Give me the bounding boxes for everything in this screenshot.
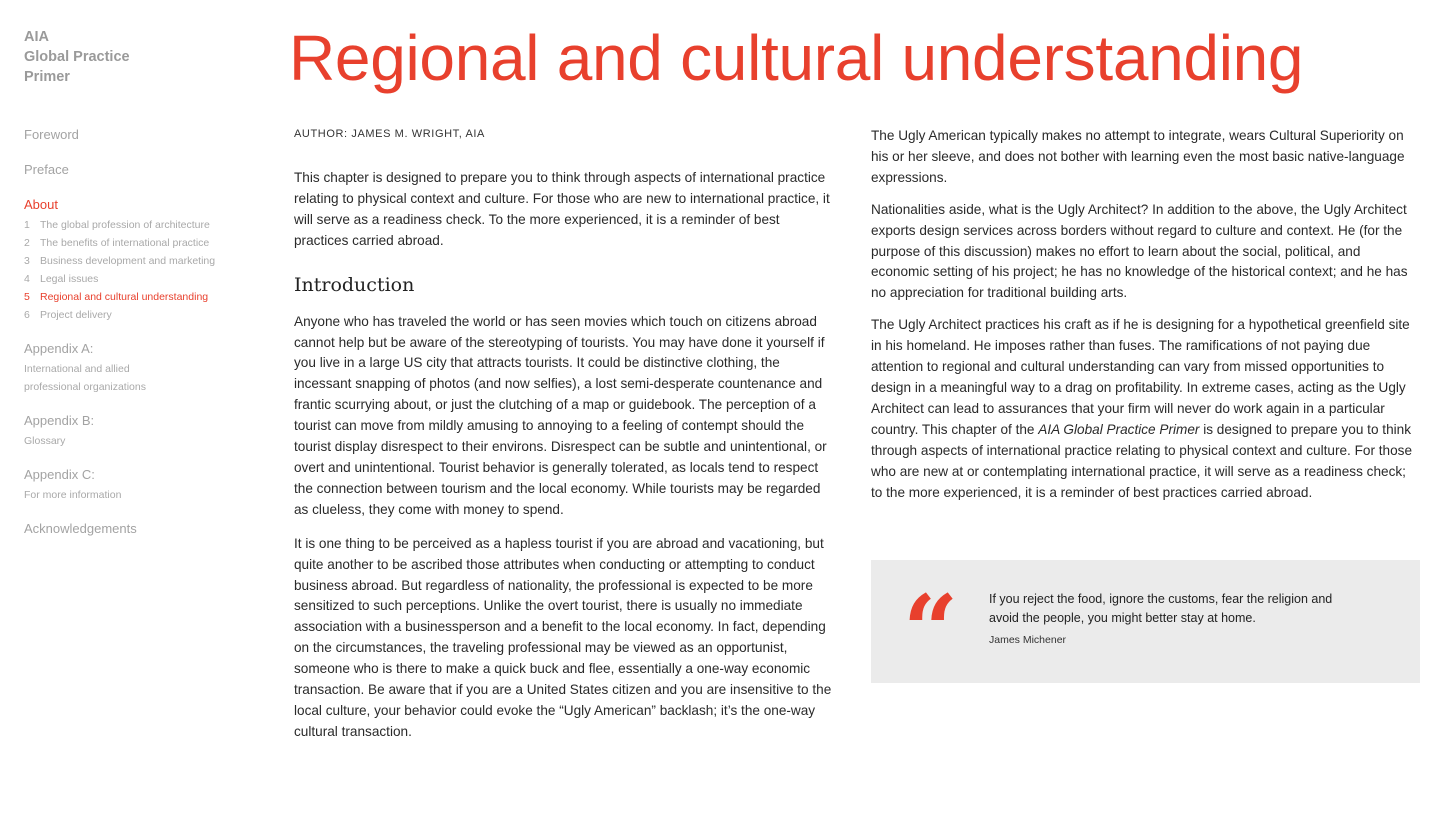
nav-foreword[interactable]: Foreword bbox=[24, 127, 79, 142]
nav-about-item-label: Regional and cultural understanding bbox=[40, 291, 209, 303]
section-heading: Introduction bbox=[294, 273, 415, 296]
nav-about-item-label: Project delivery bbox=[40, 309, 112, 321]
author-line: AUTHOR: JAMES M. WRIGHT, AIA bbox=[294, 128, 485, 140]
intro-paragraph: This chapter is designed to prepare you to think through aspects of international practice relating to physical context and culture. For those who are new to international practice, it will serve as a readiness check. To the more experienced, it is a reminder of best practices carried abroad. bbox=[294, 170, 830, 248]
nav-appendix-a[interactable]: Appendix A: bbox=[24, 341, 94, 356]
nav-appendix-b[interactable]: Appendix B: bbox=[24, 413, 95, 428]
nav-about-item-4[interactable]: 4 Legal issues bbox=[24, 273, 99, 285]
quote-text: If you reject the food, ignore the customs, fear the religion and avoid the people, you might better stay at home. bbox=[989, 592, 1333, 625]
quote-attribution: James Michener bbox=[989, 634, 1067, 646]
nav-acknowledgements[interactable]: Acknowledgements bbox=[24, 521, 137, 536]
content-column-left bbox=[294, 126, 834, 743]
nav-about-item-label: Business development and marketing bbox=[40, 255, 216, 267]
nav-about-item-2[interactable]: 2 The benefits of international practice bbox=[24, 237, 210, 249]
brand-line-3: Primer bbox=[24, 69, 70, 85]
nav-about-item-6[interactable]: 6 Project delivery bbox=[24, 309, 112, 321]
content-column-right bbox=[871, 126, 1416, 503]
brand-line-2: Global Practice bbox=[24, 49, 130, 65]
nav-appendix-b-sub[interactable]: Glossary bbox=[24, 435, 66, 447]
nav-about-item-5-current[interactable]: 5 Regional and cultural understanding bbox=[24, 291, 209, 303]
sidebar-nav bbox=[24, 126, 264, 538]
nav-about-item-1[interactable]: 1 The global profession of architecture bbox=[24, 219, 210, 231]
nav-about-item-label: Legal issues bbox=[40, 273, 99, 285]
body-paragraph-2: It is one thing to be perceived as a hapless tourist if you are abroad and vacationing, but quite another to be ascribed those attributes when conducting or attempting to conduct business abroad. But regardless of nationality, the professional is expected to be more sensitized to such perceptions. Unlike the overt tourist, there is usually no immediate association with a businessperson and a benefit to the local economy. In fact, depending on the circumstances, the traveling professional may be viewed as an opportunist, someone who is there to make a quick buck and flee, essentially a one-way economic transaction. Be aware that if you are a United States citizen and you are insensitive to the local culture, your behavior could evoke the “Ugly American” backlash; it’s the one-way cultural transaction. bbox=[294, 535, 832, 739]
nav-about-item-label: The benefits of international practice bbox=[40, 237, 210, 249]
nav-about[interactable]: About bbox=[24, 197, 58, 212]
quotation-mark-icon: “ bbox=[903, 574, 959, 687]
nav-appendix-a-sub-2[interactable]: professional organizations bbox=[24, 381, 146, 393]
nav-appendix-a-sub-1[interactable]: International and allied bbox=[24, 363, 130, 375]
body-paragraph-3: The Ugly American typically makes no attempt to integrate, wears Cultural Superiority on his or her sleeve, and does not bother with learning even the most basic native-language expressions. bbox=[871, 128, 1405, 185]
body-paragraph-1: Anyone who has traveled the world or has seen movies which touch on citizens abroad cannot help but be aware of the stereotyping of tourists. You may have done it yourself if you live in a large US city that attracts tourists. It could be distinctive clothing, the incessant snapping of photos (and now selfies), a lost semi-desperate countenance and frantic scurrying about, or just the clutching of a map or guidebook. The perception of a tourist can move from mildly amusing to annoying to a feeling of contempt should the tourist display disrespect to their environs. Disrespect can be subtle and unintentional, or overt and unintentional. Tourist behavior is generally tolerated, as locals tend to respect the connection between tourism and the local economy. While tourists may be regarded as clueless, they come with money to spend. bbox=[294, 313, 827, 517]
brand-logo bbox=[24, 27, 224, 87]
brand-line-1: AIA bbox=[24, 29, 49, 45]
body-paragraph-5: The Ugly Architect practices his craft as if he is designing for a hypothetical greenfield site in his homeland. He imposes rather than fuses. The ramifications of not paying due attention to regional and cultural understanding can vary from missed opportunities to design in a meaningful way to a drag on profitability. In extreme cases, acting as the Ugly Architect can lead to assurances that your firm will never do work again in a particular country. This chapter of the AIA Global Practice Primer is designed to prepare you to think through aspects of international practice relating to physical context and culture. For those who are new at or contemplating international practice, it will serve as a readiness check; to the more experienced, it is a reminder of best practices carried abroad. bbox=[871, 317, 1413, 500]
nav-appendix-c[interactable]: Appendix C: bbox=[24, 467, 95, 482]
nav-about-item-3[interactable]: 3 Business development and marketing bbox=[24, 255, 216, 267]
pull-quote bbox=[871, 560, 1420, 687]
book-title: AIA Global Practice Primer bbox=[1038, 421, 1200, 437]
nav-preface[interactable]: Preface bbox=[24, 162, 69, 177]
page-title: Regional and cultural understanding bbox=[289, 22, 1304, 94]
body-paragraph-4: Nationalities aside, what is the Ugly Architect? In addition to the above, the Ugly Architect exports design services across borders without regard to culture and context. He (for the purpose of this discussion) makes no effort to learn about the social, political, and economic setting of his project; he has no knowledge of the historical context; and he has no appreciation for traditional building arts. bbox=[871, 201, 1408, 301]
nav-about-item-label: The global profession of architecture bbox=[40, 219, 210, 231]
nav-appendix-c-sub[interactable]: For more information bbox=[24, 489, 122, 501]
